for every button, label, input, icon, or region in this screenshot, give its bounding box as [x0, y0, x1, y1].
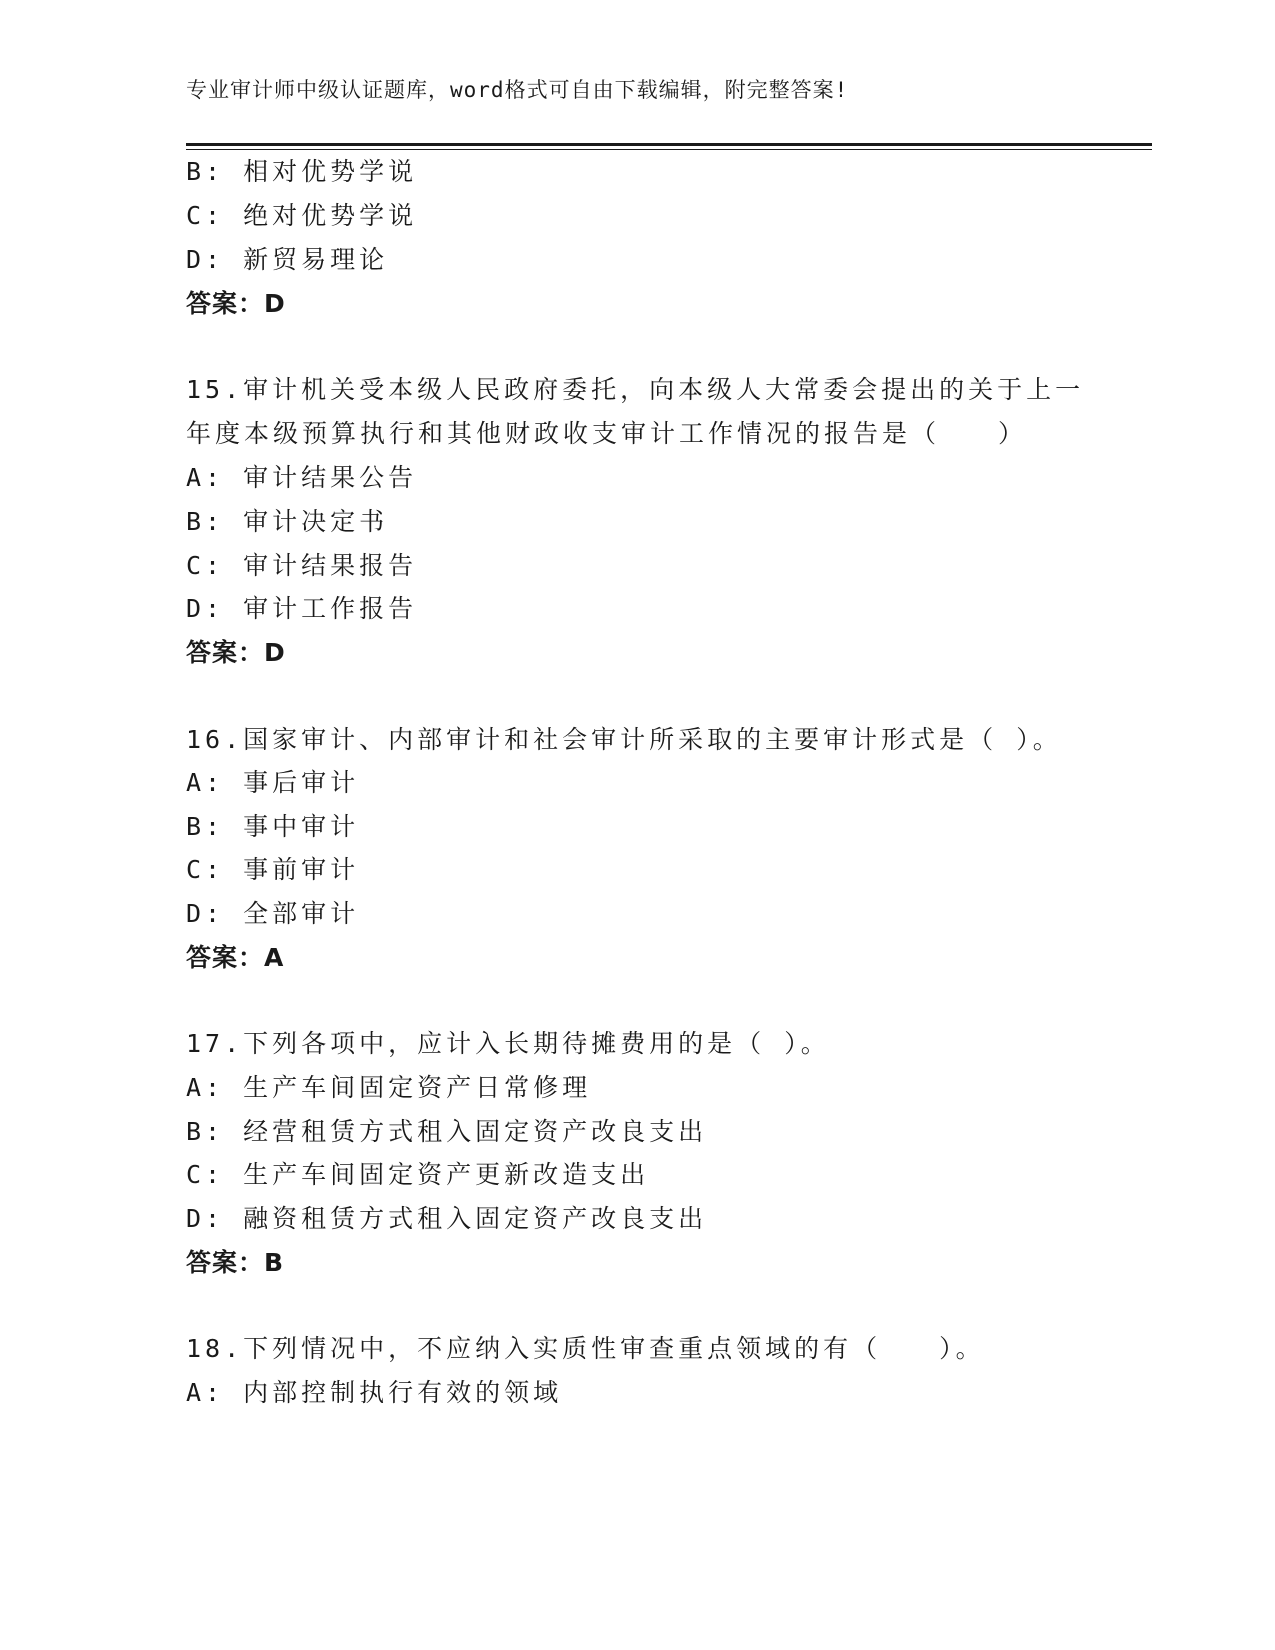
q15-option-d: D: 审计工作报告: [186, 594, 418, 623]
q15-option-c: C: 审计结果报告: [186, 551, 418, 580]
q16-option-d: D: 全部审计: [186, 899, 360, 928]
q15-answer: 答案：D: [186, 638, 286, 667]
q16-option-c: C: 事前审计: [186, 855, 360, 884]
q15-option-b: B: 审计决定书: [186, 507, 389, 536]
q18-option-a: A: 内部控制执行有效的领域: [186, 1378, 563, 1407]
q16-stem-line1: 16.国家审计、内部审计和社会审计所采取的主要审计形式是（ ）。: [186, 725, 1062, 754]
q15-stem-line1: 15.审计机关受本级人民政府委托，向本级人大常委会提出的关于上一: [186, 375, 1085, 404]
q14-option-b: B: 相对优势学说: [186, 157, 418, 186]
header-rule-thick: [186, 143, 1152, 146]
q15-option-a: A: 审计结果公告: [186, 463, 418, 492]
q14-answer: 答案：D: [186, 289, 286, 318]
q16-option-a: A: 事后审计: [186, 768, 360, 797]
q14-option-d: D: 新贸易理论: [186, 245, 389, 274]
q17-option-d: D: 融资租赁方式租入固定资产改良支出: [186, 1204, 708, 1233]
q17-option-b: B: 经营租赁方式租入固定资产改良支出: [186, 1117, 708, 1146]
q14-option-c: C: 绝对优势学说: [186, 201, 418, 230]
page-header: 专业审计师中级认证题库，word格式可自由下载编辑，附完整答案!: [186, 78, 849, 102]
q18-stem-line1: 18.下列情况中，不应纳入实质性审查重点领域的有（ ）。: [186, 1334, 985, 1363]
q17-stem-line1: 17.下列各项中，应计入长期待摊费用的是（ ）。: [186, 1029, 830, 1058]
q17-answer: 答案：B: [186, 1248, 285, 1277]
q17-option-a: A: 生产车间固定资产日常修理: [186, 1073, 592, 1102]
q16-option-b: B: 事中审计: [186, 812, 360, 841]
q15-stem-line2: 年度本级预算执行和其他财政收支审计工作情况的报告是（ ）: [186, 419, 1028, 448]
header-rule-thin: [186, 149, 1152, 150]
q17-option-c: C: 生产车间固定资产更新改造支出: [186, 1160, 650, 1189]
q16-answer: 答案：A: [186, 943, 285, 972]
